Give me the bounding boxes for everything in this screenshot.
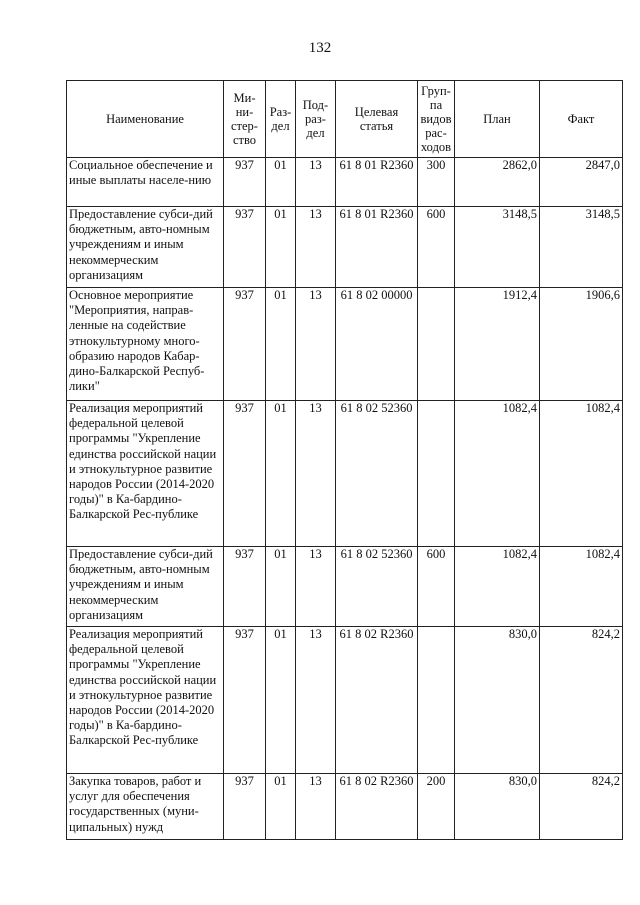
row-target-article: 61 8 02 00000 <box>336 288 418 401</box>
row-expense-group: 200 <box>418 774 455 840</box>
table-header <box>67 81 623 158</box>
row-section: 01 <box>266 158 296 207</box>
row-section: 01 <box>266 401 296 547</box>
row-subsection: 13 <box>296 627 336 774</box>
row-expense-group: 600 <box>418 207 455 288</box>
row-name: Реализация мероприятий федеральной целевой программы "Укрепление единства российской нации и этнокультурное развитие народов России (2014-2020 годы)" в Ка-бардино-Балкарской Рес-публике <box>67 401 224 547</box>
row-plan: 1912,4 <box>455 288 540 401</box>
header-subsection: Под- раз- дел <box>296 81 336 158</box>
row-ministry: 937 <box>224 627 266 774</box>
row-section: 01 <box>266 774 296 840</box>
table-row <box>67 288 623 401</box>
row-target-article: 61 8 01 R2360 <box>336 158 418 207</box>
row-name: Основное мероприятие "Мероприятия, направ-ленные на содействие этнокультурному много-образию народов Кабар-дино-Балкарской Респуб-лики" <box>67 288 224 401</box>
row-expense-group <box>418 401 455 547</box>
header-row <box>67 81 623 158</box>
header-target-article: Целевая статья <box>336 81 418 158</box>
row-fact: 824,2 <box>540 627 623 774</box>
row-plan: 1082,4 <box>455 547 540 627</box>
row-subsection: 13 <box>296 774 336 840</box>
header-name: Наименование <box>67 81 224 158</box>
row-plan: 830,0 <box>455 627 540 774</box>
row-fact: 1082,4 <box>540 547 623 627</box>
row-ministry: 937 <box>224 207 266 288</box>
row-subsection: 13 <box>296 158 336 207</box>
row-target-article: 61 8 01 R2360 <box>336 207 418 288</box>
row-subsection: 13 <box>296 547 336 627</box>
row-target-article: 61 8 02 R2360 <box>336 627 418 774</box>
budget-table <box>66 80 623 840</box>
row-fact: 2847,0 <box>540 158 623 207</box>
table-row <box>67 207 623 288</box>
table-row <box>67 158 623 207</box>
row-expense-group: 600 <box>418 547 455 627</box>
row-fact: 3148,5 <box>540 207 623 288</box>
row-section: 01 <box>266 207 296 288</box>
header-section: Раз- дел <box>266 81 296 158</box>
row-ministry: 937 <box>224 774 266 840</box>
row-ministry: 937 <box>224 158 266 207</box>
row-plan: 830,0 <box>455 774 540 840</box>
header-fact: Факт <box>540 81 623 158</box>
table-row <box>67 401 623 547</box>
row-section: 01 <box>266 547 296 627</box>
row-target-article: 61 8 02 52360 <box>336 547 418 627</box>
row-name: Социальное обеспечение и иные выплаты населе-нию <box>67 158 224 207</box>
row-section: 01 <box>266 627 296 774</box>
header-plan: План <box>455 81 540 158</box>
page-number: 132 <box>308 40 332 56</box>
row-ministry: 937 <box>224 547 266 627</box>
row-fact: 1906,6 <box>540 288 623 401</box>
row-plan: 3148,5 <box>455 207 540 288</box>
row-subsection: 13 <box>296 207 336 288</box>
row-ministry: 937 <box>224 401 266 547</box>
table-row <box>67 547 623 627</box>
row-target-article: 61 8 02 R2360 <box>336 774 418 840</box>
row-name: Реализация мероприятий федеральной целевой программы "Укрепление единства российской нации и этнокультурное развитие народов России (2014-2020 годы)" в Ка-бардино-Балкарской Рес-публике <box>67 627 224 774</box>
table-row <box>67 774 623 840</box>
header-expense-group: Груп- па видов рас- ходов <box>418 81 455 158</box>
row-expense-group <box>418 627 455 774</box>
row-ministry: 937 <box>224 288 266 401</box>
row-name: Закупка товаров, работ и услуг для обеспечения государственных (муни-ципальных) нужд <box>67 774 224 840</box>
row-name: Предоставление субси-дий бюджетным, авто-номным учреждениям и иным некоммерческим организациям <box>67 547 224 627</box>
table-body <box>67 158 623 840</box>
row-subsection: 13 <box>296 288 336 401</box>
row-expense-group <box>418 288 455 401</box>
row-fact: 1082,4 <box>540 401 623 547</box>
row-target-article: 61 8 02 52360 <box>336 401 418 547</box>
row-plan: 2862,0 <box>455 158 540 207</box>
row-plan: 1082,4 <box>455 401 540 547</box>
row-section: 01 <box>266 288 296 401</box>
row-subsection: 13 <box>296 401 336 547</box>
row-fact: 824,2 <box>540 774 623 840</box>
row-name: Предоставление субси-дий бюджетным, авто-номным учреждениям и иным некоммерческим организациям <box>67 207 224 288</box>
row-expense-group: 300 <box>418 158 455 207</box>
table-row <box>67 627 623 774</box>
header-ministry: Ми- ни- стер- ство <box>224 81 266 158</box>
